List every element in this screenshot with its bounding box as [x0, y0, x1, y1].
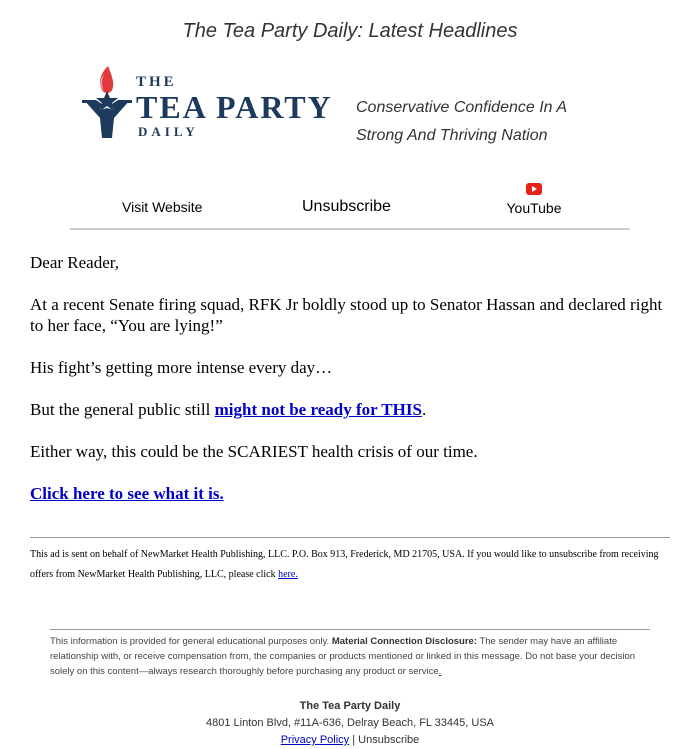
torch-icon	[82, 64, 132, 140]
paragraph-1: At a recent Senate firing squad, RFK Jr boldly stood up to Senator Hassan and declared right to her face, “You are lying!”	[30, 295, 663, 335]
divider	[50, 629, 650, 630]
disclosure-rest: The sender may have an affiliate relationship with, or receive compensation from, the companies or products mentioned or linked in this message. Do not base your decision solely on this content—always research thoroughly before purchasing any product or service	[50, 636, 636, 677]
footer	[0, 698, 700, 749]
paragraph-3-suffix: .	[421, 400, 427, 419]
footer-address: 4801 Linton Blvd, #11A-636, Delray Beach, FL 33445, USA	[205, 717, 494, 729]
footer-name: The Tea Party Daily	[299, 700, 401, 712]
paragraph-2: His fight’s getting more intense every day…	[30, 358, 333, 377]
tagline	[356, 94, 616, 150]
unsubscribe-link[interactable]: Unsubscribe	[302, 198, 391, 215]
disclosure-bold: Material Connection Disclosure:	[331, 636, 477, 647]
disclosure-lead: This information is provided for general educational purposes only.	[50, 636, 332, 647]
might-not-be-ready-link[interactable]: might not be ready for THIS	[214, 400, 422, 419]
divider	[30, 537, 670, 538]
sender-disclaimer	[30, 545, 670, 585]
greeting: Dear Reader,	[30, 253, 119, 272]
logo-the: THE	[136, 74, 177, 90]
footer-separator: |	[349, 734, 359, 746]
visit-website-link[interactable]: Visit Website	[122, 199, 203, 215]
email-body	[30, 252, 670, 525]
tagline-line-2: Strong And Thriving Nation	[356, 127, 548, 144]
disclosure-end-link[interactable]: .	[438, 666, 442, 677]
logo-daily: DAILY	[138, 124, 199, 139]
disclaimer-text: This ad is sent on behalf of NewMarket Health Publishing, LLC. P.O. Box 913, Frederick, MD 21705, USA. If you would like to unsubscribe from receiving offers from NewMarket Health Publishing, LLC, please click	[30, 549, 659, 580]
page-title: The Tea Party Daily: Latest Headlines	[182, 20, 518, 42]
paragraph-4: Either way, this could be the SCARIEST health crisis of our time.	[30, 442, 478, 461]
logo-tea-party: TEA PARTY	[136, 89, 333, 125]
paragraph-3	[30, 399, 670, 420]
paragraph-3-prefix: But the general public still	[30, 400, 215, 419]
tagline-line-1: Conservative Confidence In A	[356, 99, 568, 116]
footer-links	[0, 732, 700, 749]
footer-unsubscribe[interactable]: Unsubscribe	[358, 734, 420, 746]
cta-paragraph	[30, 483, 670, 504]
click-here-cta-link[interactable]: Click here to see what it is.	[30, 484, 224, 503]
privacy-policy-link[interactable]: Privacy Policy	[280, 734, 350, 746]
disclaimer-unsubscribe-link[interactable]: here.	[278, 569, 298, 580]
tea-party-daily-logo[interactable]	[82, 64, 332, 142]
top-nav	[70, 180, 630, 230]
material-disclosure	[50, 634, 650, 679]
youtube-icon[interactable]	[526, 183, 542, 195]
youtube-link[interactable]: YouTube	[506, 200, 562, 216]
